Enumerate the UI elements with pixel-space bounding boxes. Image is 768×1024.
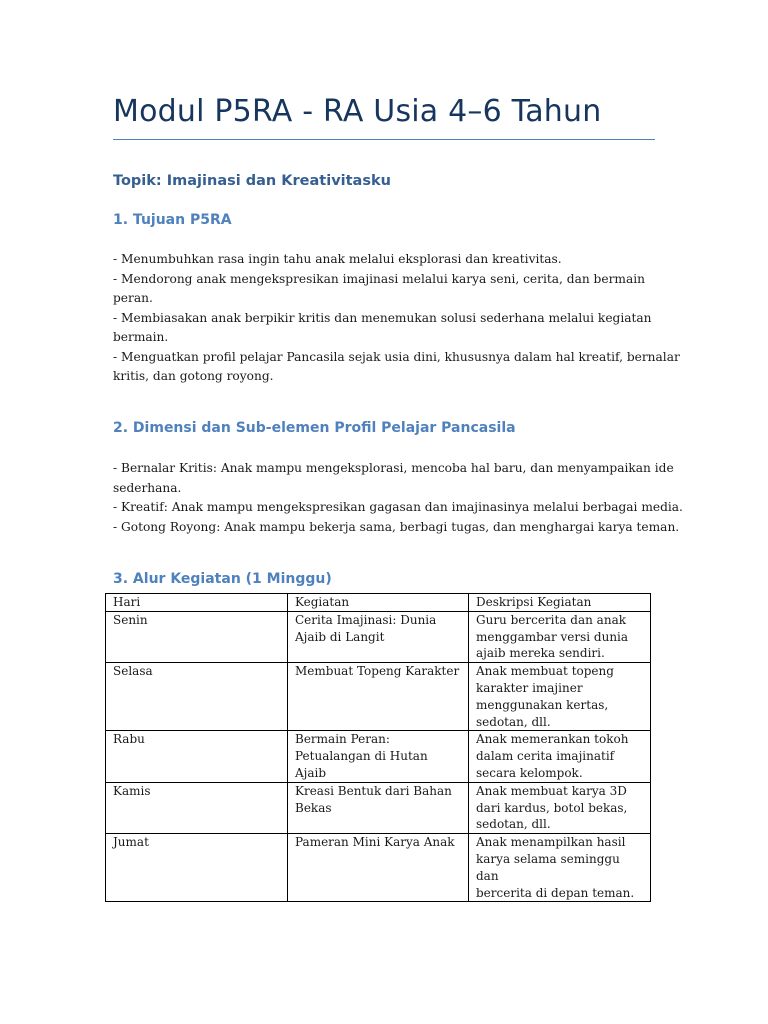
cell-line: menggambar versi dunia	[476, 629, 629, 644]
table-row	[106, 731, 651, 782]
table-header-cell: Kegiatan	[288, 594, 469, 612]
text-line: - Kreatif: Anak mampu mengekspresikan gagasan dan imajinasinya melalui berbagai media.	[113, 500, 683, 514]
day-cell: Kamis	[106, 782, 288, 833]
activity-cell	[288, 731, 469, 782]
description-cell	[469, 782, 651, 833]
section-heading-dimensi: 2. Dimensi dan Sub-elemen Profil Pelajar Pancasila	[113, 420, 516, 436]
cell-line: dalam cerita imajinatif	[476, 749, 615, 764]
text-line: bermain.	[113, 330, 169, 344]
cell-line: Ajaib di Langit	[295, 629, 385, 644]
text-line: - Menguatkan profil pelajar Pancasila sejak usia dini, khususnya dalam hal kreatif, bernalar	[113, 349, 680, 364]
title-underline	[113, 139, 655, 140]
activity-cell	[288, 782, 469, 833]
activity-table	[105, 593, 651, 902]
table-row	[106, 782, 651, 833]
cell-line: karakter imajiner	[476, 680, 583, 695]
cell-line: Bermain Peran:	[295, 732, 390, 747]
section-heading-tujuan: 1. Tujuan P5RA	[113, 212, 232, 228]
section-body-tujuan	[113, 250, 680, 387]
cell-line: Bekas	[295, 800, 332, 815]
activity-cell	[288, 611, 469, 662]
text-line: - Mendorong anak mengekspresikan imajinasi melalui karya seni, cerita, dan bermain	[113, 271, 645, 286]
table-header-row	[106, 594, 651, 612]
description-cell	[469, 731, 651, 782]
cell-line: secara kelompok.	[476, 765, 583, 780]
cell-line: Anak menampilkan hasil	[476, 835, 626, 850]
description-cell	[469, 611, 651, 662]
text-line: - Gotong Royong: Anak mampu bekerja sama, berbagi tugas, dan menghargai karya teman.	[113, 519, 680, 534]
cell-line: Kreasi Bentuk dari Bahan	[295, 783, 452, 798]
cell-line: Guru bercerita dan anak	[476, 612, 626, 627]
cell-line: dari kardus, botol bekas,	[476, 800, 628, 815]
table-header-cell: Deskripsi Kegiatan	[469, 594, 651, 612]
section-heading-alur: 3. Alur Kegiatan (1 Minggu)	[113, 571, 332, 587]
section-body-dimensi	[113, 459, 683, 537]
cell-line: Anak membuat karya 3D	[476, 783, 627, 798]
text-line: - Bernalar Kritis: Anak mampu mengeksplorasi, mencoba hal baru, dan menyampaikan ide	[113, 461, 674, 475]
day-cell: Selasa	[106, 663, 288, 731]
table-row	[106, 834, 651, 902]
cell-line: Anak membuat topeng	[476, 664, 614, 679]
activity-cell	[288, 663, 469, 731]
cell-line: Pameran Mini Karya Anak	[295, 835, 455, 850]
cell-line: karya selama seminggu dan	[476, 851, 620, 883]
text-line: kritis, dan gotong royong.	[113, 369, 274, 383]
description-cell	[469, 834, 651, 902]
activity-cell	[288, 834, 469, 902]
text-line: - Membiasakan anak berpikir kritis dan menemukan solusi sederhana melalui kegiatan	[113, 310, 652, 325]
cell-line: sedotan, dll.	[476, 817, 551, 832]
text-line: peran.	[113, 291, 153, 305]
day-cell: Rabu	[106, 731, 288, 782]
day-cell: Senin	[106, 611, 288, 662]
day-cell: Jumat	[106, 834, 288, 902]
cell-line: menggunakan kertas,	[476, 697, 609, 712]
text-line: sederhana.	[113, 480, 182, 495]
cell-line: Membuat Topeng Karakter	[295, 664, 460, 679]
table-row	[106, 663, 651, 731]
cell-line: Cerita Imajinasi: Dunia	[295, 612, 437, 627]
document-title: Modul P5RA - RA Usia 4–6 Tahun	[113, 94, 602, 129]
text-line: - Menumbuhkan rasa ingin tahu anak melalui eksplorasi dan kreativitas.	[113, 252, 562, 266]
cell-line: Anak memerankan tokoh	[476, 732, 629, 747]
cell-line: bercerita di depan teman.	[476, 885, 635, 900]
cell-line: ajaib mereka sendiri.	[476, 646, 605, 661]
description-cell	[469, 663, 651, 731]
cell-line: Petualangan di Hutan Ajaib	[295, 749, 428, 780]
cell-line: sedotan, dll.	[476, 714, 551, 729]
topic-heading: Topik: Imajinasi dan Kreativitasku	[113, 173, 391, 189]
table-header-cell: Hari	[106, 594, 288, 612]
table-row	[106, 611, 651, 662]
